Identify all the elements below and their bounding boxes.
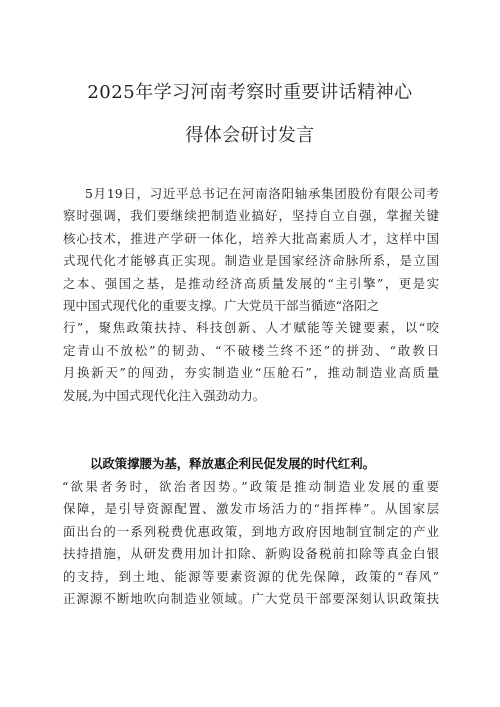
paragraph-2-line: 扶持措施，从研发费用加计扣除、新购设备税前扣除等真金白银: [63, 546, 439, 562]
paragraph-2: [63, 476, 439, 610]
paragraph-1-line: 定青山不放松”的韧劲、“不破楼兰终不还”的拼劲、“敢教日: [63, 342, 439, 358]
paragraph-2-line: 的支持，到土地、能源等要素资源的优先保障，政策的“春风”: [63, 568, 439, 584]
paragraph-1-line: 核心技术，推进产学研一体化，培养大批高素质人才，这样中国: [63, 230, 439, 246]
paragraph-1-line: 行”，聚焦政策扶持、科技创新、人才赋能等关键要素，以“咬: [63, 320, 439, 336]
paragraph-1-line: 现中国式现代化的重要支撑。广大党员干部当循迹“洛阳之: [63, 297, 380, 313]
document-title-line-2: 得体会研讨发言: [185, 125, 315, 146]
document-title-line-1: 2025年学习河南考察时重要讲话精神心: [87, 82, 413, 103]
paragraph-1-line: 察时强调，我们要继续把制造业搞好，坚持自立自强，掌握关键: [63, 208, 439, 224]
paragraph-1-line: 式现代化才能够真正实现。制造业是国家经济命脉所系，是立国: [63, 253, 439, 269]
paragraph-1-line: 之本、强国之基，是推动经济高质量发展的“主引擎”，更是实: [63, 275, 439, 291]
paragraph-2-line: 正源源不断地吹向制造业领域。广大党员干部要深刻认识政策扶: [63, 590, 439, 606]
paragraph-2-line: 面出台的一系列税费优惠政策，到地方政府因地制宜制定的产业: [63, 523, 439, 539]
paragraph-1-line: 5月19日，习近平总书记在河南洛阳轴承集团股份有限公司考: [85, 186, 439, 201]
paragraph-2-line: “欲果者务时，欲治者因势。”政策是推动制造业发展的重要: [62, 479, 439, 494]
paragraph-1-line: 月换新天”的闯劲，夯实制造业“压舱石”，推动制造业高质量: [63, 365, 439, 381]
section-heading-1: 以政策撑腰为基，释放惠企利民促发展的时代红利。: [90, 456, 375, 471]
paragraph-1-line: 发展,为中国式现代化注入强劲动力。: [63, 387, 266, 403]
paragraph-2-line: 保障，是引导资源配置、激发市场活力的“指挥棒”。从国家层: [63, 501, 439, 517]
paragraph-1: [63, 183, 439, 407]
